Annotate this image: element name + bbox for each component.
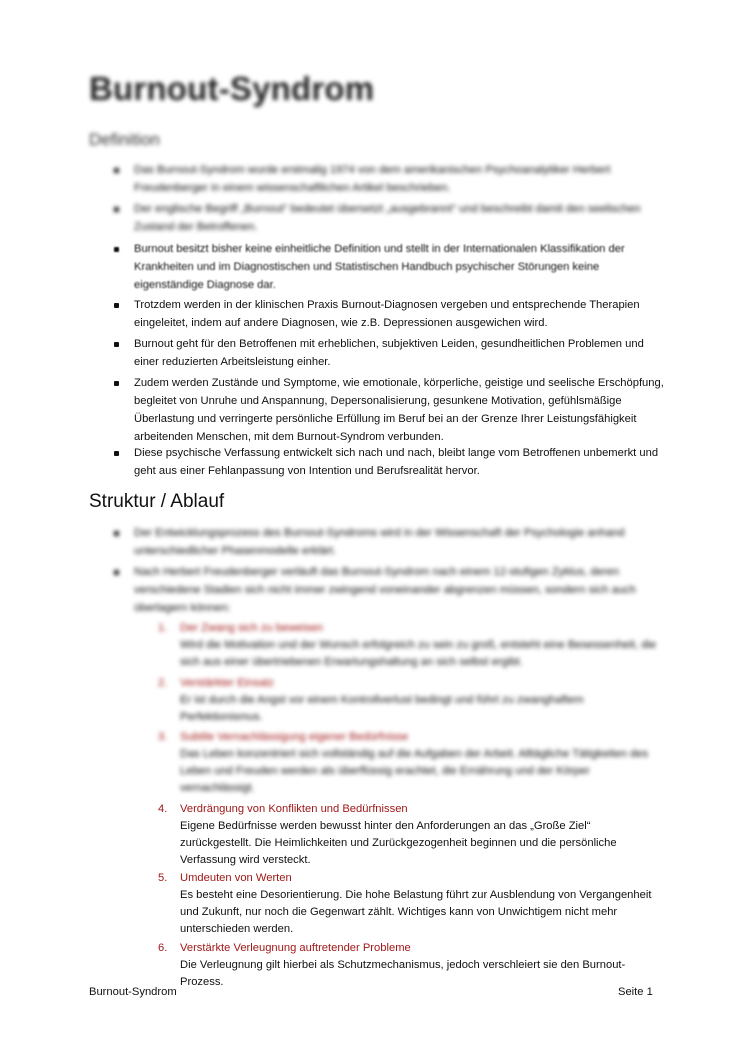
stage-number: 4. [158,803,168,815]
stage-description: Wird die Motivation und der Wunsch erfolgreich zu sein zu groß, entsteht eine Besessenheit, die sich aus einer übertriebenen Erwartungshaltung an sich selbst ergibt. [180,639,657,668]
list-item [110,524,665,560]
bullet-text: Das Burnout-Syndrom wurde erstmalig 1974 von dem amerikanischen Psychoanalytiker Herbert Freudenberger in einem wissenschaftlichen Artikel beschrieben. [134,164,611,194]
stage-title: Subtile Vernachlässigung eigener Bedürfnisse [180,731,409,743]
list-item [110,240,665,294]
bullet-icon [114,168,119,173]
footer-page-number: Seite 1 [618,986,653,998]
bullet-icon [114,381,119,386]
stage-title: Verstärkte Verleugnung auftretender Probleme [180,942,411,954]
stage-item [158,870,658,938]
stage-number: 6. [158,942,168,954]
stage-item [158,675,658,726]
section-heading-struktur: Struktur / Ablauf [89,491,225,512]
stage-item [158,729,658,797]
stage-title: Verstärkter Einsatz [180,677,274,689]
bullet-icon [114,451,119,456]
bullet-text: Der englische Begriff „Burnout“ bedeutet übersetzt „ausgebrannt“ und beschreibt damit den seelischen Zustand der Betroffenen. [134,203,641,233]
stage-title: Umdeuten von Werten [180,872,292,884]
stage-item [158,620,658,671]
bullet-text: Zudem werden Zustände und Symptome, wie emotionale, körperliche, geistige und seelische Erschöpfung, begleitet von Unruhe und Anspannung, Depersonalisierung, gesunkene Motivation, gefühlsmäßige Überlastung und verringerte persönliche Erfüllung im Beruf bei an der Grenze Ihrer Leistungsfähigkeit arbeitenden Menschen, mit dem Burnout-Syndrom verbunden. [134,377,664,443]
page-title: Burnout-Syndrom [89,70,375,107]
stage-title: Der Zwang sich zu beweisen [180,622,324,634]
stage-description: Er ist durch die Angst vor einem Kontrollverlust bedingt und führt zu zwanghaftem Perfektionismus. [180,694,584,723]
section-heading-definition: Definition [89,130,160,149]
stage-description: Die Verleugnung gilt hierbei als Schutzmechanismus, jedoch verschleiert sie den Burnout-Prozess. [180,959,626,988]
stage-item [158,940,658,991]
bullet-icon [114,570,119,575]
stage-description: Eigene Bedürfnisse werden bewusst hinter den Anforderungen an das „Große Ziel“ zurückgestellt. Die Heimlichkeiten und Zurückgezogenheit beginnen und die persönliche Verfassung wird versteckt. [180,820,617,866]
list-item [110,374,665,446]
bullet-text: Diese psychische Verfassung entwickelt sich nach und nach, bleibt lange vom Betroffenen unbemerkt und geht aus einer Fehlanpassung von Intention und Berufsrealität hervor. [134,447,659,477]
stage-item [158,801,658,869]
stage-number: 3. [158,731,168,743]
bullet-icon [114,207,119,212]
bullet-icon [114,342,119,347]
list-item [110,161,665,197]
bullet-icon [114,531,119,536]
list-item [110,200,665,236]
bullet-text: Burnout geht für den Betroffenen mit erheblichen, subjektiven Leiden, gesundheitlichen Problemen und einer reduzierten Arbeitsleistung einher. [134,338,644,368]
list-item [110,444,665,480]
bullet-text: Nach Herbert Freudenberger verläuft das Burnout-Syndrom nach einem 12-stufigen Zyklus, deren verschiedene Stadien sich nicht immer zwingend voneinander abgrenzen müssen, sondern sich auch überlagern können: [134,566,636,614]
list-item [110,296,665,332]
stage-number: 5. [158,872,168,884]
bullet-icon [114,247,119,252]
bullet-text: Burnout besitzt bisher keine einheitliche Definition und stellt in der Internationalen Klassifikation der Krankheiten und im Diagnostischen und Statistischen Handbuch psychischer Störungen keine eigenständige Diagnose dar. [134,243,625,291]
stage-description: Das Leben konzentriert sich vollständig auf die Aufgaben der Arbeit. Alltägliche Tätigkeiten des Leben und Freuden werden als überflüssig erachtet, die Ernährung und der Körper vernachlässigt. [180,748,649,794]
stage-description: Es besteht eine Desorientierung. Die hohe Belastung führt zur Ausblendung von Vergangenheit und Zukunft, nur noch die Gegenwart zählt. Wichtiges kann von Unwichtigem nicht mehr unterschieden werden. [180,889,652,935]
bullet-text: Der Entwicklungsprozess des Burnout-Syndroms wird in der Wissenschaft der Psychologie anhand unterschiedlicher Phasenmodelle erklärt. [134,527,625,557]
stage-number: 2. [158,677,168,689]
footer-document-title: Burnout-Syndrom [89,986,177,998]
bullet-text: Trotzdem werden in der klinischen Praxis Burnout-Diagnosen vergeben und entsprechende Therapien eingeleitet, indem auf andere Diagnosen, wie z.B. Depressionen ausgewichen wird. [134,299,640,329]
list-item [110,335,665,371]
list-item [110,563,665,617]
stage-number: 1. [158,622,168,634]
stage-title: Verdrängung von Konflikten und Bedürfnissen [180,803,408,815]
bullet-icon [114,303,119,308]
